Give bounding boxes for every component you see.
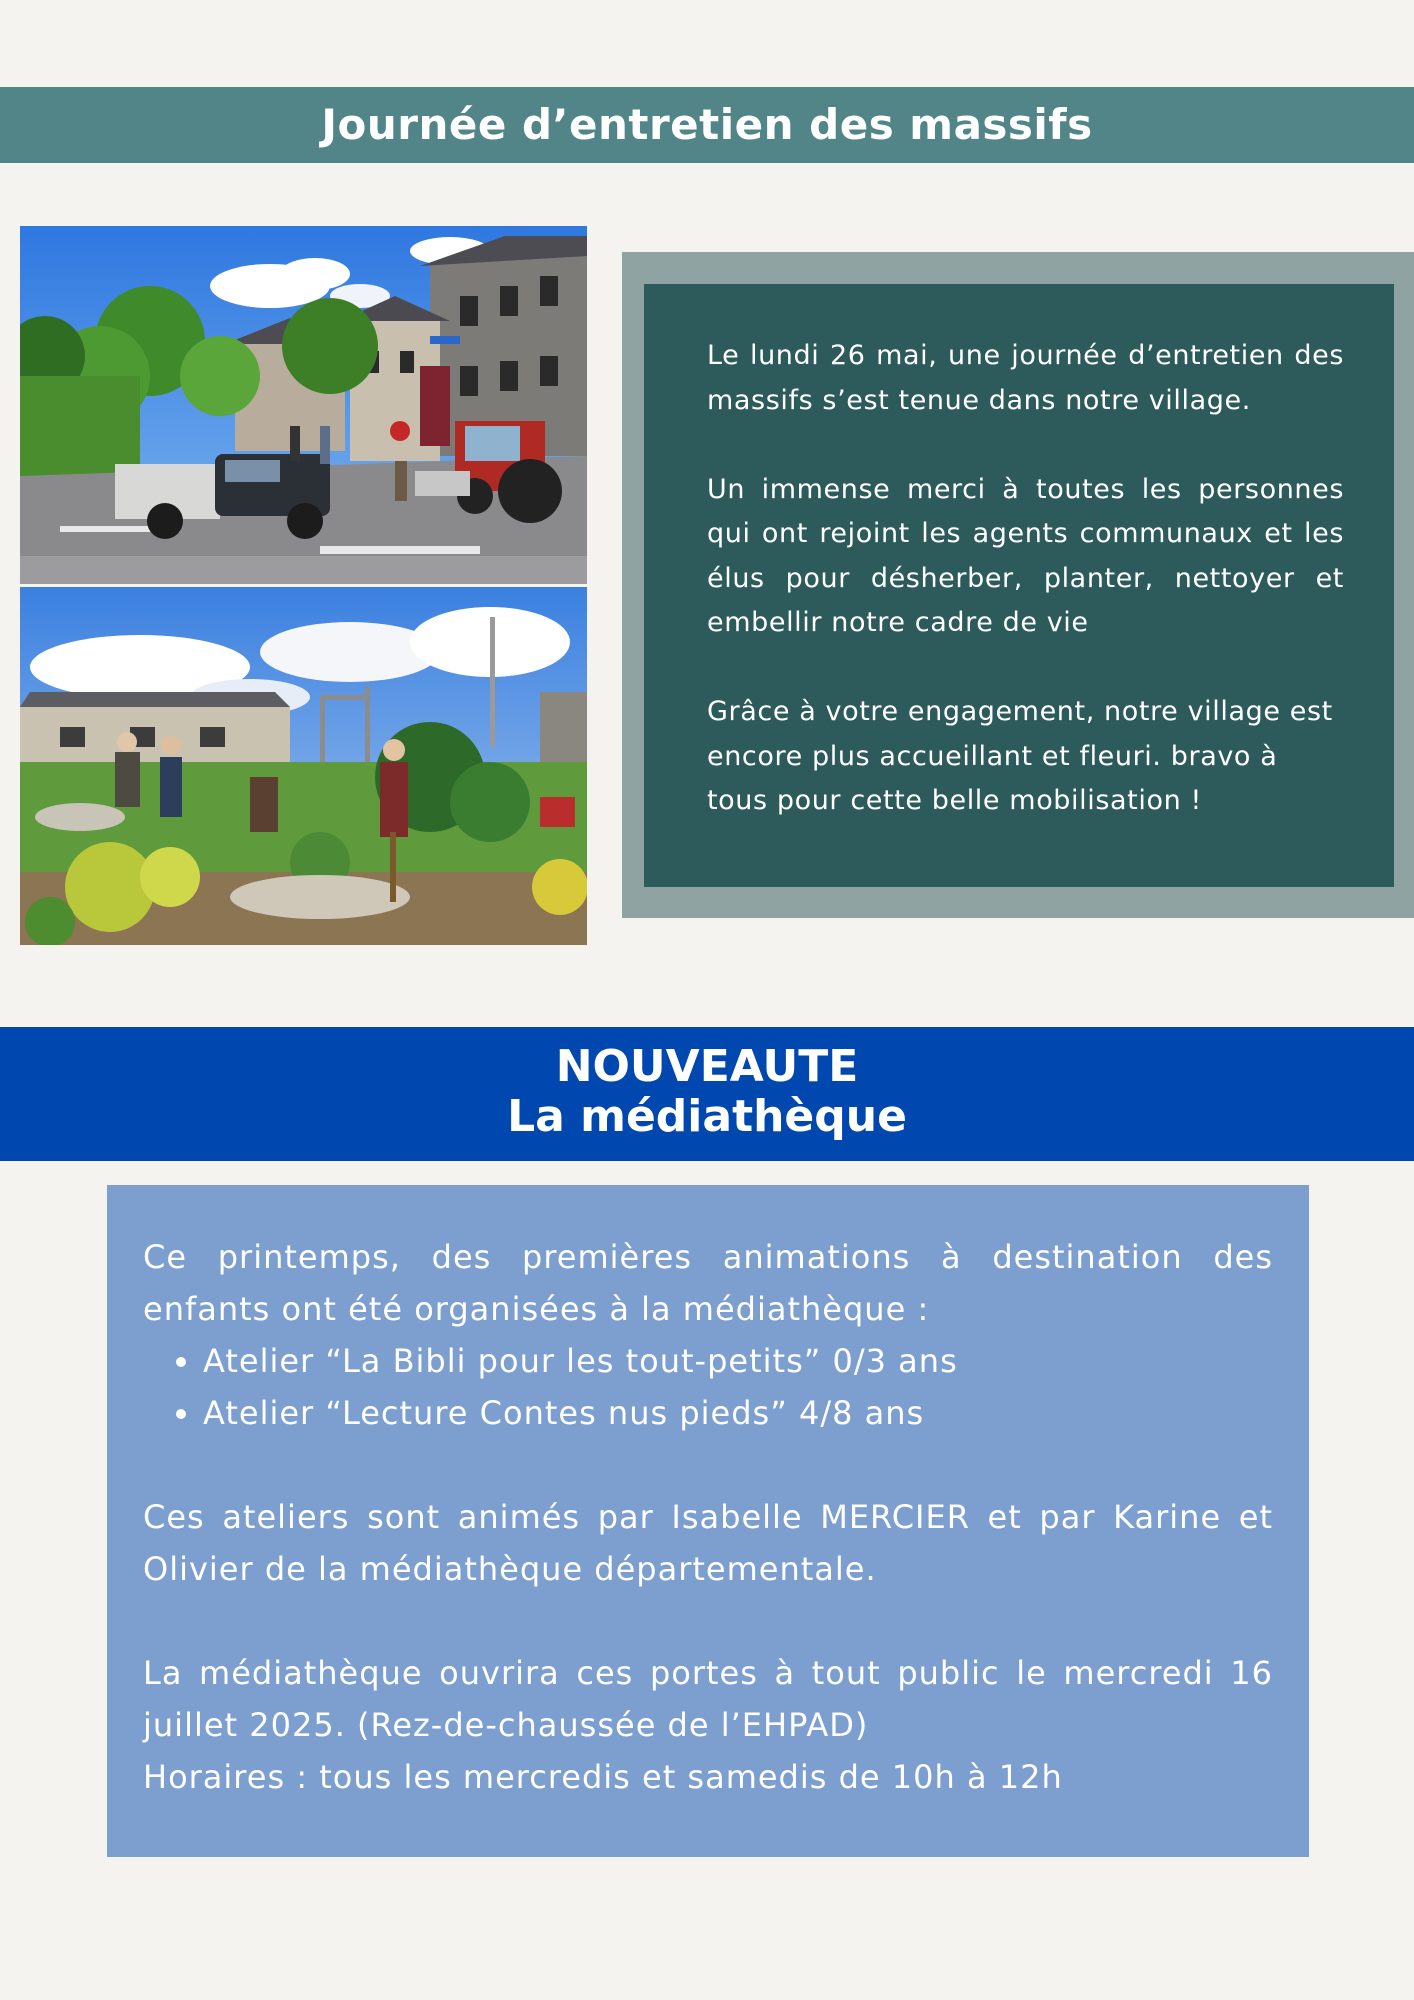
paragraph-hours: Horaires : tous les mercredis et samedis de 10h à 12h xyxy=(143,1758,1063,1796)
paragraph-animators: Ces ateliers sont animés par Isabelle MERCIER et par Karine et Olivier de la médiathèque départementale. xyxy=(143,1498,1273,1588)
section-title-massifs: Journée d’entretien des massifs xyxy=(0,87,1414,163)
title-mediatheque: La médiathèque xyxy=(507,1091,907,1142)
paragraph-date: Le lundi 26 mai, une journée d’entretien des massifs s’est tenue dans notre village. xyxy=(707,340,1344,416)
list-item: • Atelier “La Bibli pour les tout-petits” 0/3 ans xyxy=(203,1335,1273,1387)
paragraph-thanks: Un immense merci à toutes les personnes qui ont rejoint les agents communaux et les élus pour désherber, planter, nettoyer et embellir notre cadre de vie xyxy=(707,473,1344,638)
paragraph-engagement: Grâce à votre engagement, notre village est encore plus accueillant et fleuri. bravo à tous pour cette belle mobilisation ! xyxy=(707,696,1333,816)
text-frame-massifs xyxy=(644,284,1394,887)
photo-street-vehicles xyxy=(20,226,587,584)
photo-planting-volunteers xyxy=(20,587,587,945)
paragraph-opening: La médiathèque ouvrira ces portes à tout public le mercredi 16 juillet 2025. (Rez-de-chaussée de l’EHPAD) xyxy=(143,1654,1273,1744)
list-item: • Atelier “Lecture Contes nus pieds” 4/8 ans xyxy=(203,1387,1273,1439)
mediatheque-box xyxy=(107,1185,1309,1857)
title-nouveaute: NOUVEAUTE xyxy=(555,1041,859,1092)
section-title-mediatheque xyxy=(0,1027,1414,1161)
workshop-list xyxy=(143,1335,1273,1439)
paragraph-intro: Ce printemps, des premières animations à destination des enfants ont été organisées à la médiathèque : xyxy=(143,1238,1273,1328)
